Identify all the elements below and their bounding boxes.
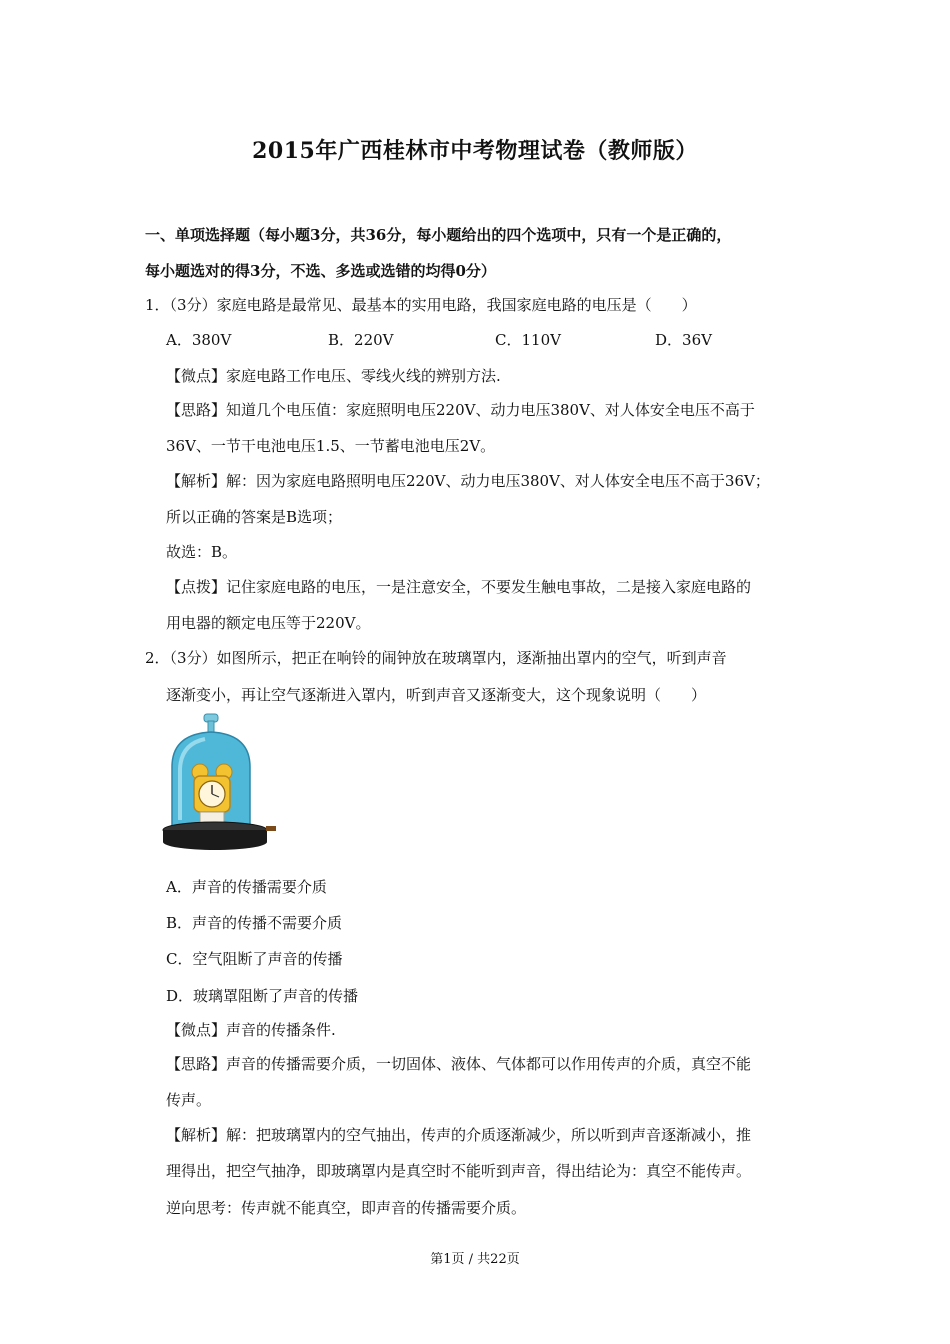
q2-jiexi-line2: 理得出，把空气抽净，即玻璃罩内是真空时不能听到声音，得出结论为：真空不能传声。: [166, 1162, 752, 1180]
q1-jiexi-line3: 故选：B。: [166, 543, 238, 561]
q2-jiexi-line3: 逆向思考：传声就不能真空，即声音的传播需要介质。: [166, 1199, 527, 1217]
q1-option-a: A．380V: [166, 331, 232, 349]
q1-dianbo-line2: 用电器的额定电压等于220V。: [166, 614, 371, 632]
q2-jiexi-line1: 【解析】解：把玻璃罩内的空气抽出，传声的介质逐渐减少，所以听到声音逐渐减小，推: [166, 1126, 752, 1144]
q2-weidian: 【微点】声音的传播条件.: [166, 1021, 336, 1039]
q1-option-d: D．36V: [655, 331, 712, 349]
q1-option-c: C．110V: [495, 331, 561, 349]
q1-weidian: 【微点】家庭电路工作电压、零线火线的辨别方法.: [166, 367, 501, 385]
q1-jiexi-line2: 所以正确的答案是B选项；: [166, 508, 343, 526]
q2-option-c: C．空气阻断了声音的传播: [166, 950, 343, 968]
q1-jiexi-line1: 【解析】解：因为家庭电路照明电压220V、动力电压380V、对人体安全电压不高于36V；: [166, 472, 770, 490]
q1-stem: 1．（3分）家庭电路是最常见、最基本的实用电路，我国家庭电路的电压是（ ）: [145, 296, 697, 314]
section-heading-line2: 每小题选对的得3分，不选、多选或选错的均得0分）: [145, 262, 496, 280]
q2-silu-line1: 【思路】声音的传播需要介质，一切固体、液体、气体都可以作用传声的介质，真空不能: [166, 1055, 752, 1073]
page-footer: 第1页 / 共22页: [430, 1252, 520, 1267]
q2-option-b: B．声音的传播不需要介质: [166, 914, 343, 932]
q1-silu-line2: 36V、一节干电池电压1.5、一节蓄电池电压2V。: [166, 437, 496, 455]
bell-jar-illustration: [160, 712, 285, 862]
q2-option-d: D．玻璃罩阻断了声音的传播: [166, 987, 359, 1005]
q2-stem-line1: 2．（3分）如图所示，把正在响铃的闹钟放在玻璃罩内，逐渐抽出罩内的空气，听到声音: [145, 649, 727, 667]
page-title: 2015年广西桂林市中考物理试卷（教师版）: [252, 138, 698, 164]
q1-silu-line1: 【思路】知道几个电压值：家庭照明电压220V、动力电压380V、对人体安全电压不高于: [166, 401, 755, 419]
section-heading-line1: 一、单项选择题（每小题3分，共36分，每小题给出的四个选项中，只有一个是正确的，: [145, 226, 732, 244]
q2-stem-line2: 逐渐变小，再让空气逐渐进入罩内，听到声音又逐渐变大，这个现象说明（ ）: [166, 686, 707, 704]
q2-option-a: A．声音的传播需要介质: [166, 878, 327, 896]
q2-silu-line2: 传声。: [166, 1091, 212, 1109]
bell-jar-clock-figure: [160, 712, 285, 862]
q1-dianbo-line1: 【点拨】记住家庭电路的电压，一是注意安全，不要发生触电事故，二是接入家庭电路的: [166, 578, 752, 596]
q1-option-b: B．220V: [328, 331, 394, 349]
